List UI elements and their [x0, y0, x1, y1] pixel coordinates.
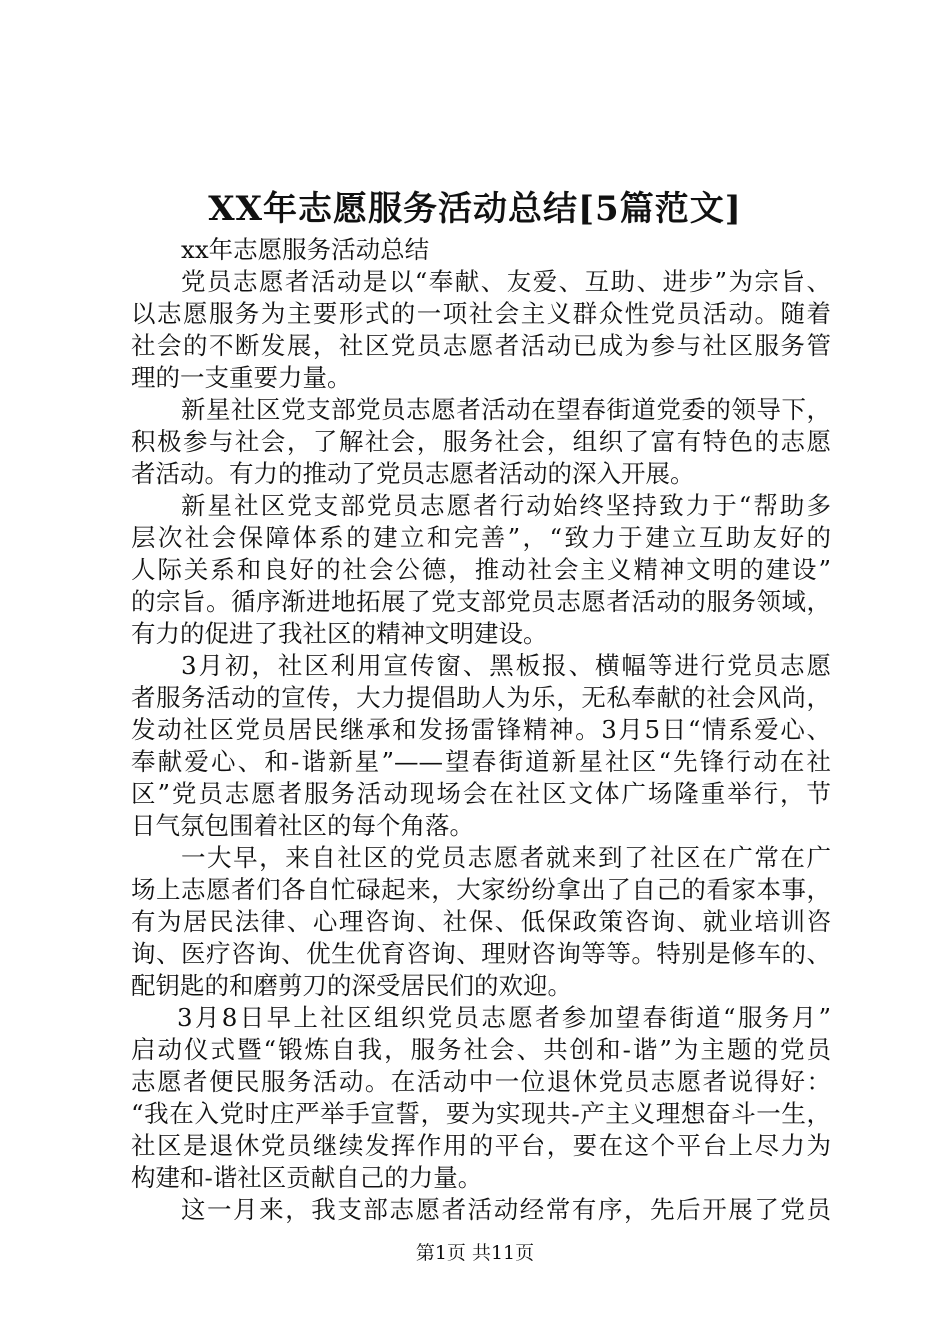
text-line: 人际关系和良好的社会公德，推动社会主义精神文明的建设”: [131, 555, 831, 584]
text-line: 日气氛包围着社区的每个角落。: [131, 811, 474, 840]
text-line: 新星社区党支部党员志愿者活动在望春街道党委的领导下，: [181, 395, 831, 424]
text-line: 奉献爱心、和-谐新星”——望春街道新星社区“先锋行动在社: [131, 747, 831, 776]
text-line: 新星社区党支部党员志愿者行动始终坚持致力于“帮助多: [181, 491, 831, 520]
text-line: 社区是退休党员继续发挥作用的平台，要在这个平台上尽力为: [131, 1131, 831, 1160]
text-line: xx年志愿服务活动总结: [181, 235, 430, 264]
text-line: 这一月来，我支部志愿者活动经常有序，先后开展了党员: [181, 1195, 831, 1224]
text-line: 配钥匙的和磨剪刀的深受居民们的欢迎。: [131, 971, 572, 1000]
text-line: 场上志愿者们各自忙碌起来，大家纷纷拿出了自己的看家本事，: [131, 875, 831, 904]
text-line: 的宗旨。循序渐进地拓展了党支部党员志愿者活动的服务领域，: [131, 587, 831, 616]
text-line: 社会的不断发展，社区党员志愿者活动已成为参与社区服务管: [131, 331, 831, 360]
document-title: XX年志愿服务活动总结[5篇范文]: [208, 189, 742, 229]
text-line: 层次社会保障体系的建立和完善”，“致力于建立互助友好的: [131, 523, 831, 552]
text-line: “我在入党时庄严举手宣誓，要为实现共-产主义理想奋斗一生，: [131, 1099, 831, 1128]
text-line: 者活动。有力的推动了党员志愿者活动的深入开展。: [131, 459, 695, 488]
text-line: 积极参与社会，了解社会，服务社会，组织了富有特色的志愿: [131, 427, 831, 456]
text-line: 以志愿服务为主要形式的一项社会主义群众性党员活动。随着: [131, 299, 831, 328]
text-line: 一大早，来自社区的党员志愿者就来到了社区在广常在广: [181, 843, 831, 872]
text-line: 区”党员志愿者服务活动现场会在社区文体广场隆重举行，节: [131, 779, 831, 808]
text-line: 有为居民法律、心理咨询、社保、低保政策咨询、就业培训咨: [131, 907, 831, 936]
text-line: 志愿者便民服务活动。在活动中一位退休党员志愿者说得好：: [131, 1067, 831, 1096]
text-line: 者服务活动的宣传，大力提倡助人为乐，无私奉献的社会风尚，: [131, 683, 831, 712]
text-line: 发动社区党员居民继承和发扬雷锋精神。3月5日“情系爱心、: [131, 715, 831, 744]
text-line: 询、医疗咨询、优生优育咨询、理财咨询等等。特别是修车的、: [131, 939, 831, 968]
text-line: 有力的促进了我社区的精神文明建设。: [131, 619, 548, 648]
page-footer: 第1页 共11页: [415, 1242, 535, 1264]
text-line: 3月初，社区利用宣传窗、黑板报、横幅等进行党员志愿: [181, 651, 831, 680]
text-line: 构建和-谐社区贡献自己的力量。: [131, 1163, 483, 1192]
document-body: [131, 234, 831, 1226]
text-line: 理的一支重要力量。: [131, 363, 352, 392]
text-line: 党员志愿者活动是以“奉献、友爱、互助、进步”为宗旨、: [181, 267, 831, 296]
text-line: 3月8日早上社区组织党员志愿者参加望春街道“服务月”: [177, 1003, 831, 1032]
text-line: 启动仪式暨“锻炼自我，服务社会、共创和-谐”为主题的党员: [131, 1035, 831, 1064]
